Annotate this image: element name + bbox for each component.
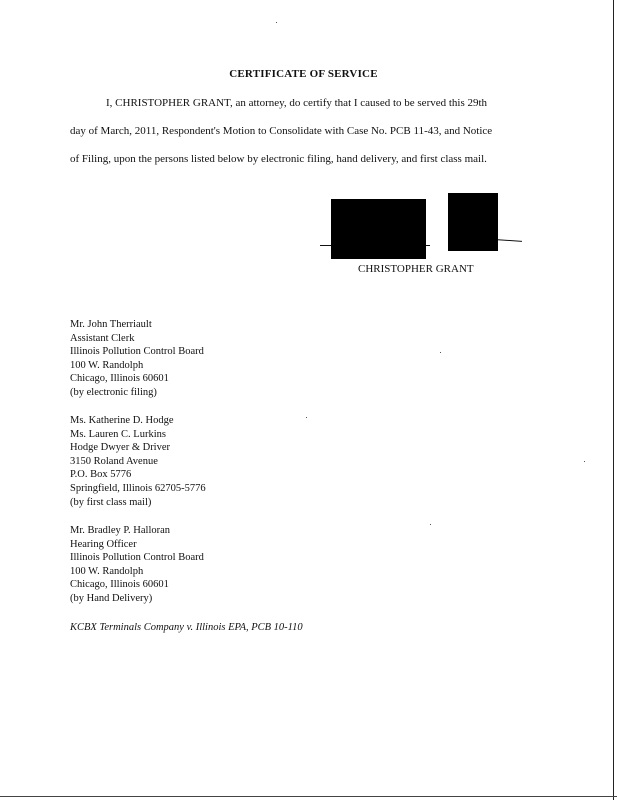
recipient-line: (by electronic filing) <box>70 386 157 398</box>
scan-speck <box>584 461 585 462</box>
page-edge-bottom <box>0 796 617 797</box>
redaction-box <box>448 193 498 251</box>
body-line-3: of Filing, upon the persons listed below by electronic filing, hand delivery, and first class mail. <box>70 153 487 165</box>
recipient-line: Chicago, Illinois 60601 <box>70 579 169 591</box>
case-caption: KCBX Terminals Company v. Illinois EPA, PCB 10-110 <box>70 622 303 633</box>
recipient-line: Illinois Pollution Control Board <box>70 346 204 358</box>
signature-line-tail <box>496 239 522 242</box>
recipient-line: Illinois Pollution Control Board <box>70 552 204 564</box>
recipient-line: Mr. Bradley P. Halloran <box>70 525 171 536</box>
scan-speck <box>276 22 277 23</box>
recipient-line: Hearing Officer <box>70 538 137 550</box>
recipient-block-1 <box>70 318 204 400</box>
scan-speck <box>440 352 441 353</box>
recipient-line: 100 W. Randolph <box>70 359 144 371</box>
recipient-line: Assistant Clerk <box>70 332 135 344</box>
recipient-line: Hodge Dwyer & Driver <box>70 442 171 454</box>
recipient-line: Mr. John Therriault <box>70 319 152 330</box>
body-line-2: day of March, 2011, Respondent's Motion to Consolidate with Case No. PCB 11-43, and Notice <box>70 125 493 137</box>
recipient-line: P.O. Box 5776 <box>70 469 132 481</box>
page-edge-right <box>613 0 614 800</box>
signer-name: CHRISTOPHER GRANT <box>358 263 474 275</box>
recipient-line: Springfield, Illinois 62705-5776 <box>70 482 206 494</box>
scan-speck <box>306 417 307 418</box>
recipient-line: Chicago, Illinois 60601 <box>70 373 169 385</box>
recipient-line: (by first class mail) <box>70 496 152 508</box>
body-line-1: I, CHRISTOPHER GRANT, an attorney, do certify that I caused to be served this 29th <box>106 97 488 109</box>
recipient-block-2 <box>70 414 206 509</box>
recipient-line: 100 W. Randolph <box>70 565 144 577</box>
document-title: CERTIFICATE OF SERVICE <box>229 68 378 80</box>
recipient-line: (by Hand Delivery) <box>70 592 153 604</box>
redaction-box <box>331 199 426 259</box>
recipient-line: 3150 Roland Avenue <box>70 455 158 467</box>
recipient-line: Ms. Lauren C. Lurkins <box>70 428 166 440</box>
scan-speck <box>430 524 431 525</box>
recipient-line: Ms. Katherine D. Hodge <box>70 415 174 426</box>
recipient-block-3 <box>70 524 204 606</box>
